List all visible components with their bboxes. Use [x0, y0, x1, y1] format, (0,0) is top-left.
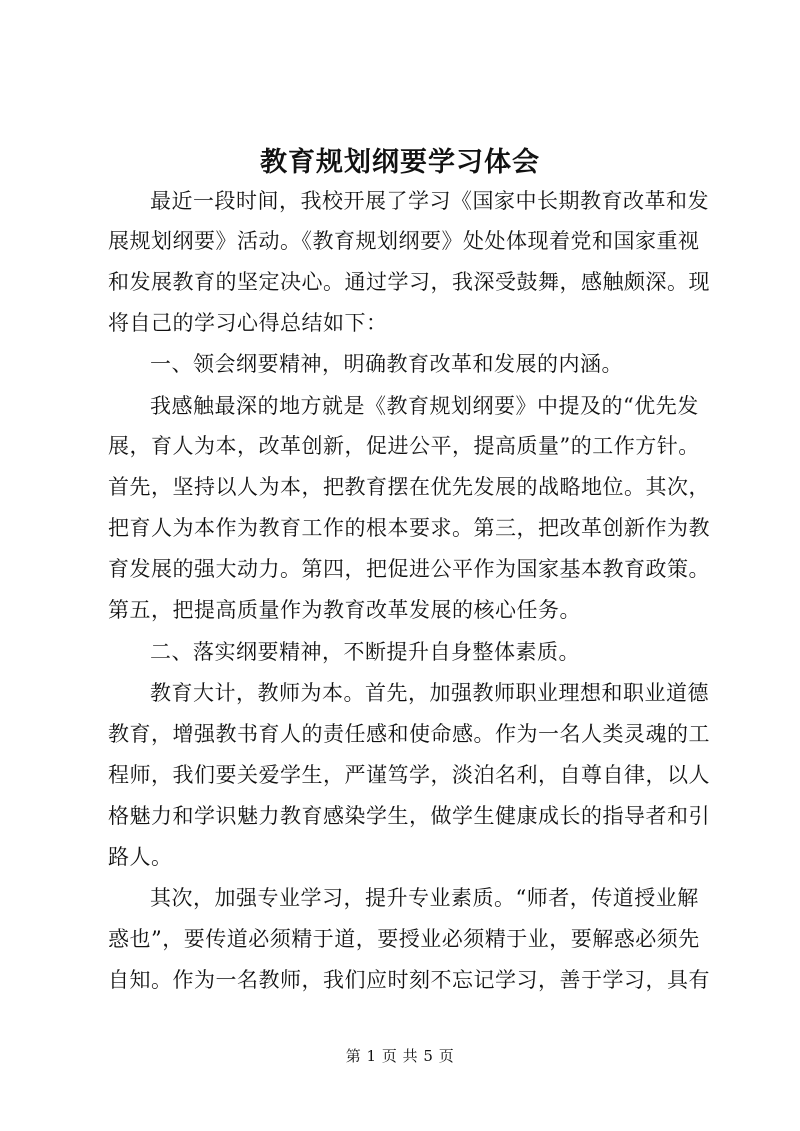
text-line: 把育人为本作为教育工作的根本要求。第三，把改革创新作为教: [108, 516, 710, 540]
section-heading: 一、领会纲要精神，明确教育改革和发展的内涵。: [150, 352, 623, 376]
text-line: 自知。作为一名教师，我们应时刻不忘记学习，善于学习，具有: [108, 968, 710, 992]
text-line: 展，育人为本，改革创新，促进公平，提高质量”的工作方针。: [108, 434, 700, 458]
text-line: 教育大计，教师为本。首先，加强教师职业理想和职业道德: [150, 681, 709, 705]
text-line: 其次，加强专业学习，提升专业素质。“师者，传道授业解: [150, 886, 699, 910]
text-line: 首先，坚持以人为本，把教育摆在优先发展的战略地位。其次，: [108, 475, 710, 499]
text-line: 路人。: [108, 845, 173, 869]
text-line: 将自己的学习心得总结如下：: [108, 311, 388, 335]
text-line: 我感触最深的地方就是《教育规划纲要》中提及的“优先发: [150, 394, 699, 418]
text-line: 第五，把提高质量作为教育改革发展的核心任务。: [108, 598, 581, 622]
text-line: 程师，我们要关爱学生，严谨笃学，淡泊名利，自尊自律，以人: [108, 763, 710, 787]
text-line: 教育，增强教书育人的责任感和使命感。作为一名人类灵魂的工: [108, 722, 710, 746]
text-line: 和发展教育的坚定决心。通过学习，我深受鼓舞，感触颇深。现: [108, 270, 710, 294]
page-footer: 第 1 页 共 5 页: [345, 1047, 455, 1065]
section-heading: 二、落实纲要精神，不断提升自身整体素质。: [150, 640, 580, 664]
text-line: 最近一段时间，我校开展了学习《国家中长期教育改革和发: [150, 189, 709, 213]
document-title: 教育规划纲要学习体会: [260, 147, 540, 178]
text-line: 惑也”，要传道必须精于道，要授业必须精于业，要解惑必须先: [108, 927, 700, 951]
text-line: 格魅力和学识魅力教育感染学生，做学生健康成长的指导者和引: [108, 804, 710, 828]
text-line: 展规划纲要》活动。《教育规划纲要》处处体现着党和国家重视: [108, 229, 700, 253]
text-line: 育发展的强大动力。第四，把促进公平作为国家基本教育政策。: [108, 557, 710, 581]
